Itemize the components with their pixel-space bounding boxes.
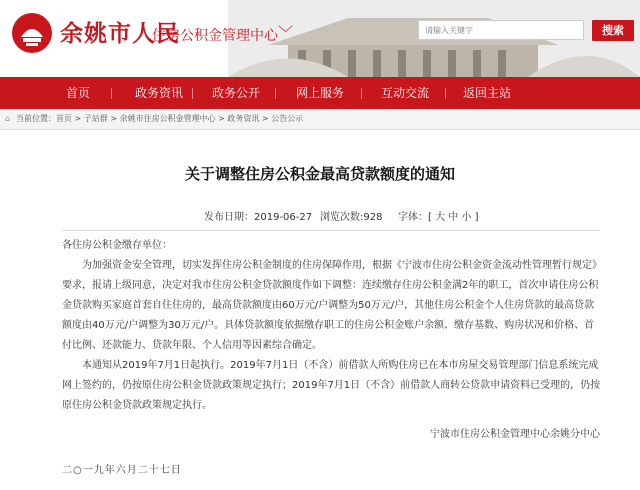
nav-item-interaction[interactable]: 互动交流 [381, 86, 430, 100]
breadcrumb [0, 109, 640, 130]
site-logo-text[interactable]: 余姚市人民 [60, 21, 180, 47]
nav-item-home[interactable]: 首页 [66, 86, 91, 100]
salutation: 各住房公积金缴存单位： [62, 240, 172, 251]
home-icon: ⌂ [5, 114, 11, 123]
document-date: 二○一九年六月二十七日 [62, 465, 182, 476]
logo-emblem-icon [10, 11, 54, 55]
nav-divider [192, 88, 193, 99]
meta-divider [62, 230, 600, 231]
nav-item-disclosure[interactable]: 政务公开 [212, 86, 261, 100]
publish-date: 发布日期：2019-06-27 [204, 212, 313, 223]
nav-divider [275, 88, 276, 99]
article-paragraph-2: 本通知从2019年7月1日起执行。2019年7月1日（不含）前借款人所购住房已在本市房屋交易管理部门信息系统完成网上签约的，仍按原住房公积金贷款政策规定执行；2019年7月1日（不含）前借款人商转公贷款申请资料已受理的，仍按原住房公积金贷款政策规定执行。 [62, 360, 601, 411]
site-header [0, 0, 640, 77]
site-logo-subtext[interactable]: 住房公积金管理中心 [152, 28, 278, 44]
nav-item-back-to-main[interactable]: 返回主站 [463, 86, 512, 100]
article-meta [0, 208, 640, 224]
main-navigation [0, 77, 640, 109]
article-body [62, 236, 602, 416]
nav-item-news[interactable]: 政务资讯 [135, 86, 184, 100]
nav-divider [445, 88, 446, 99]
view-count: 浏览次数:928 [320, 212, 383, 223]
article-title: 关于调整住房公积金最高贷款额度的通知 [184, 165, 455, 183]
font-size-switcher[interactable]: 字体：[ 大 中 小 ] [398, 212, 479, 223]
search-input[interactable]: 请输入关键字 [418, 20, 584, 40]
signature: 宁波市住房公积金管理中心余姚分中心 [430, 429, 600, 440]
nav-item-online-service[interactable]: 网上服务 [296, 86, 345, 100]
breadcrumb-text[interactable]: 当前位置：首页 > 子站群 > 余姚市住房公积金管理中心 > 政务资讯 > 公告公示 [16, 114, 304, 123]
article-paragraph-1: 为加强资金安全管理，切实发挥住房公积金制度的住房保障作用，根据《宁波市住房公积金资金流动性管理暂行规定》要求，报请上级同意，决定对我市住房公积金贷款额度作如下调整：连续缴存住房公积金满2年的职工，首次申请住房公积金贷款购买家庭首套自住住房的，最高贷款额度由60万元/户调整为50万元/户，其他住房公积金个人住房贷款的最高贷款额度由40万元/户调整为30万元/户。具体贷款额度依据缴存职工的住房公积金账户余额、缴存基数、购房状况和价格、首付比例、还款能力、贷款年限、个人信用等因素综合确定。 [62, 260, 602, 351]
search-button[interactable]: 搜索 [592, 20, 634, 41]
nav-divider [111, 88, 112, 99]
nav-divider [361, 88, 362, 99]
chevron-down-icon: ﹀ [278, 24, 294, 42]
